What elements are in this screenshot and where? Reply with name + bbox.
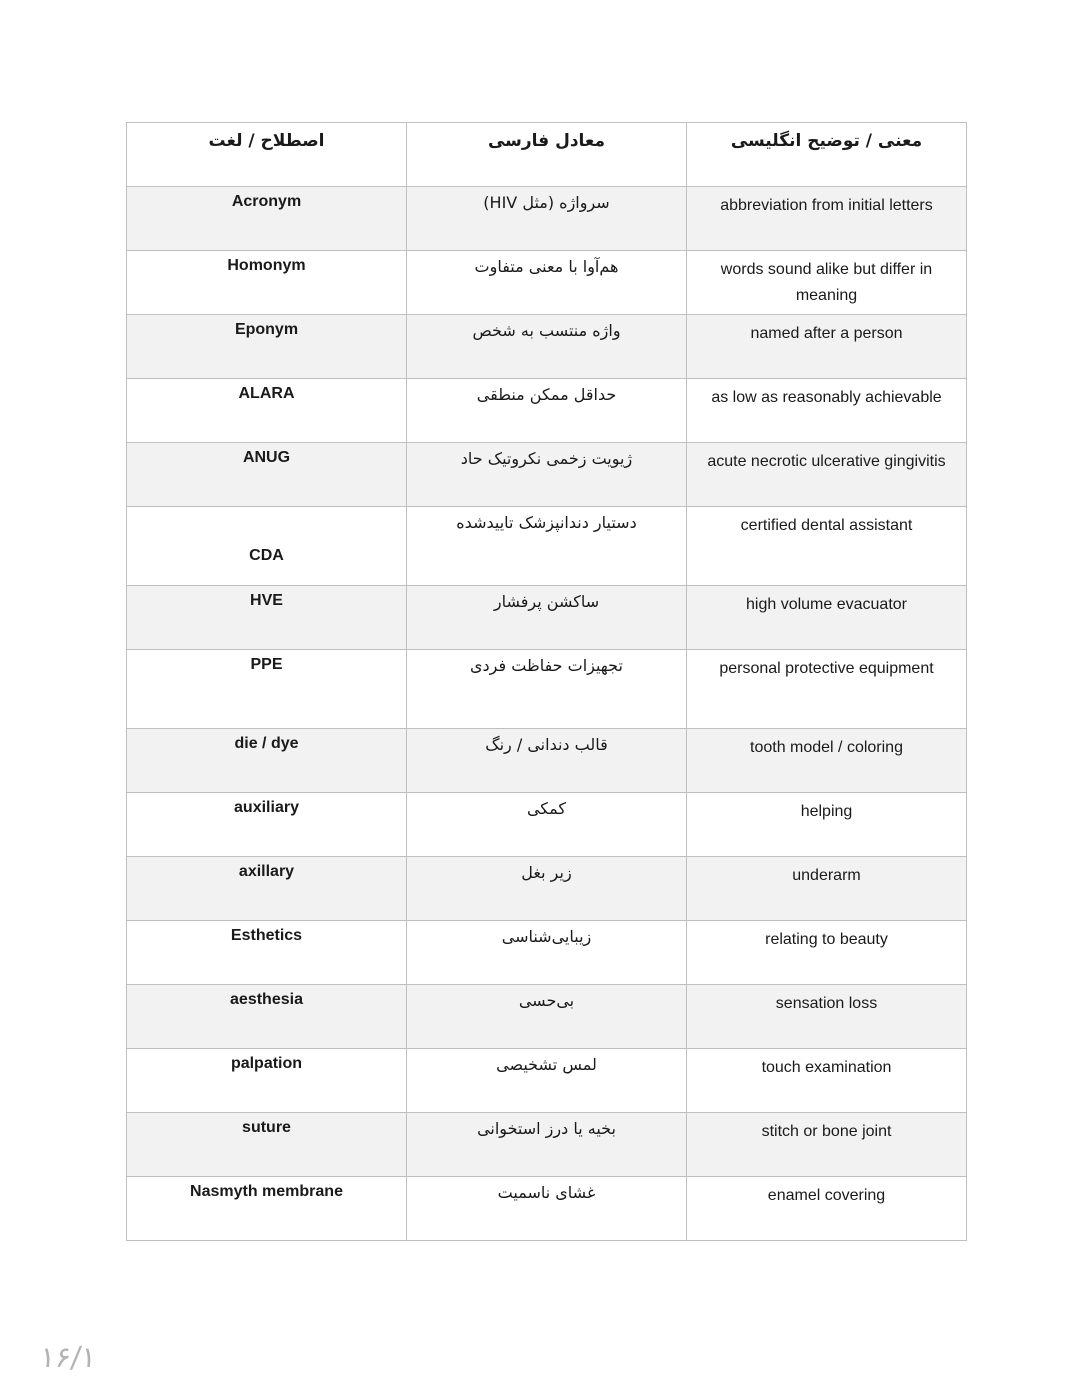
persian-equivalent-cell: ژیویت زخمی نکروتیک حاد bbox=[407, 443, 687, 507]
english-meaning-cell: words sound alike but differ in meaning bbox=[687, 251, 967, 315]
glossary-table bbox=[126, 122, 967, 1241]
persian-equivalent-cell: لمس تشخیصی bbox=[407, 1049, 687, 1113]
persian-equivalent-cell: زیر بغل bbox=[407, 857, 687, 921]
header-persian-column: معادل فارسی bbox=[407, 123, 687, 187]
persian-equivalent-cell: واژه منتسب به شخص bbox=[407, 315, 687, 379]
page-number: ۱۶/۱ bbox=[38, 1340, 99, 1374]
table-row bbox=[127, 586, 967, 650]
header-term-column: اصطلاح / لغت bbox=[127, 123, 407, 187]
persian-equivalent-cell: قالب دندانی / رنگ bbox=[407, 729, 687, 793]
persian-equivalent-cell: ساکشن پرفشار bbox=[407, 586, 687, 650]
table-row bbox=[127, 187, 967, 251]
table-row bbox=[127, 379, 967, 443]
english-meaning-cell: touch examination bbox=[687, 1049, 967, 1113]
persian-equivalent-cell: زیبایی‌شناسی bbox=[407, 921, 687, 985]
table-row bbox=[127, 921, 967, 985]
persian-equivalent-cell: هم‌آوا با معنی متفاوت bbox=[407, 251, 687, 315]
english-meaning-cell: certified dental assistant bbox=[687, 507, 967, 586]
persian-equivalent-cell: کمکی bbox=[407, 793, 687, 857]
term-cell: HVE bbox=[127, 586, 407, 650]
glossary-table-body bbox=[127, 187, 967, 1241]
term-cell: CDA bbox=[127, 507, 407, 586]
english-meaning-cell: named after a person bbox=[687, 315, 967, 379]
term-cell: ANUG bbox=[127, 443, 407, 507]
persian-equivalent-cell: حداقل ممکن منطقی bbox=[407, 379, 687, 443]
english-meaning-cell: stitch or bone joint bbox=[687, 1113, 967, 1177]
english-meaning-cell: acute necrotic ulcerative gingivitis bbox=[687, 443, 967, 507]
term-cell: Eponym bbox=[127, 315, 407, 379]
header-english-column: معنی / توضیح انگلیسی bbox=[687, 123, 967, 187]
persian-equivalent-cell: سرواژه (مثل HIV) bbox=[407, 187, 687, 251]
english-meaning-cell: abbreviation from initial letters bbox=[687, 187, 967, 251]
term-cell: ALARA bbox=[127, 379, 407, 443]
english-meaning-cell: relating to beauty bbox=[687, 921, 967, 985]
persian-equivalent-cell: بخیه یا درز استخوانی bbox=[407, 1113, 687, 1177]
table-row bbox=[127, 857, 967, 921]
term-cell: Acronym bbox=[127, 187, 407, 251]
table-row bbox=[127, 1113, 967, 1177]
header-row bbox=[127, 123, 967, 187]
english-meaning-cell: personal protective equipment bbox=[687, 650, 967, 729]
term-cell: axillary bbox=[127, 857, 407, 921]
english-meaning-cell: underarm bbox=[687, 857, 967, 921]
table-row bbox=[127, 507, 967, 586]
term-cell: Homonym bbox=[127, 251, 407, 315]
term-cell: palpation bbox=[127, 1049, 407, 1113]
table-row bbox=[127, 251, 967, 315]
english-meaning-cell: helping bbox=[687, 793, 967, 857]
persian-equivalent-cell: تجهیزات حفاظت فردی bbox=[407, 650, 687, 729]
english-meaning-cell: sensation loss bbox=[687, 985, 967, 1049]
english-meaning-cell: as low as reasonably achievable bbox=[687, 379, 967, 443]
term-cell: Esthetics bbox=[127, 921, 407, 985]
term-cell: auxiliary bbox=[127, 793, 407, 857]
english-meaning-cell: tooth model / coloring bbox=[687, 729, 967, 793]
table-row bbox=[127, 985, 967, 1049]
table-row bbox=[127, 650, 967, 729]
table-row bbox=[127, 443, 967, 507]
persian-equivalent-cell: دستیار دندانپزشک تاییدشده bbox=[407, 507, 687, 586]
term-cell: suture bbox=[127, 1113, 407, 1177]
glossary-table-header bbox=[127, 123, 967, 187]
term-cell: aesthesia bbox=[127, 985, 407, 1049]
english-meaning-cell: enamel covering bbox=[687, 1177, 967, 1241]
table-row bbox=[127, 1177, 967, 1241]
table-row bbox=[127, 315, 967, 379]
english-meaning-cell: high volume evacuator bbox=[687, 586, 967, 650]
table-row bbox=[127, 729, 967, 793]
term-cell: die / dye bbox=[127, 729, 407, 793]
persian-equivalent-cell: بی‌حسی bbox=[407, 985, 687, 1049]
persian-equivalent-cell: غشای ناسمیت bbox=[407, 1177, 687, 1241]
term-cell: Nasmyth membrane bbox=[127, 1177, 407, 1241]
term-cell: PPE bbox=[127, 650, 407, 729]
table-row bbox=[127, 1049, 967, 1113]
table-row bbox=[127, 793, 967, 857]
